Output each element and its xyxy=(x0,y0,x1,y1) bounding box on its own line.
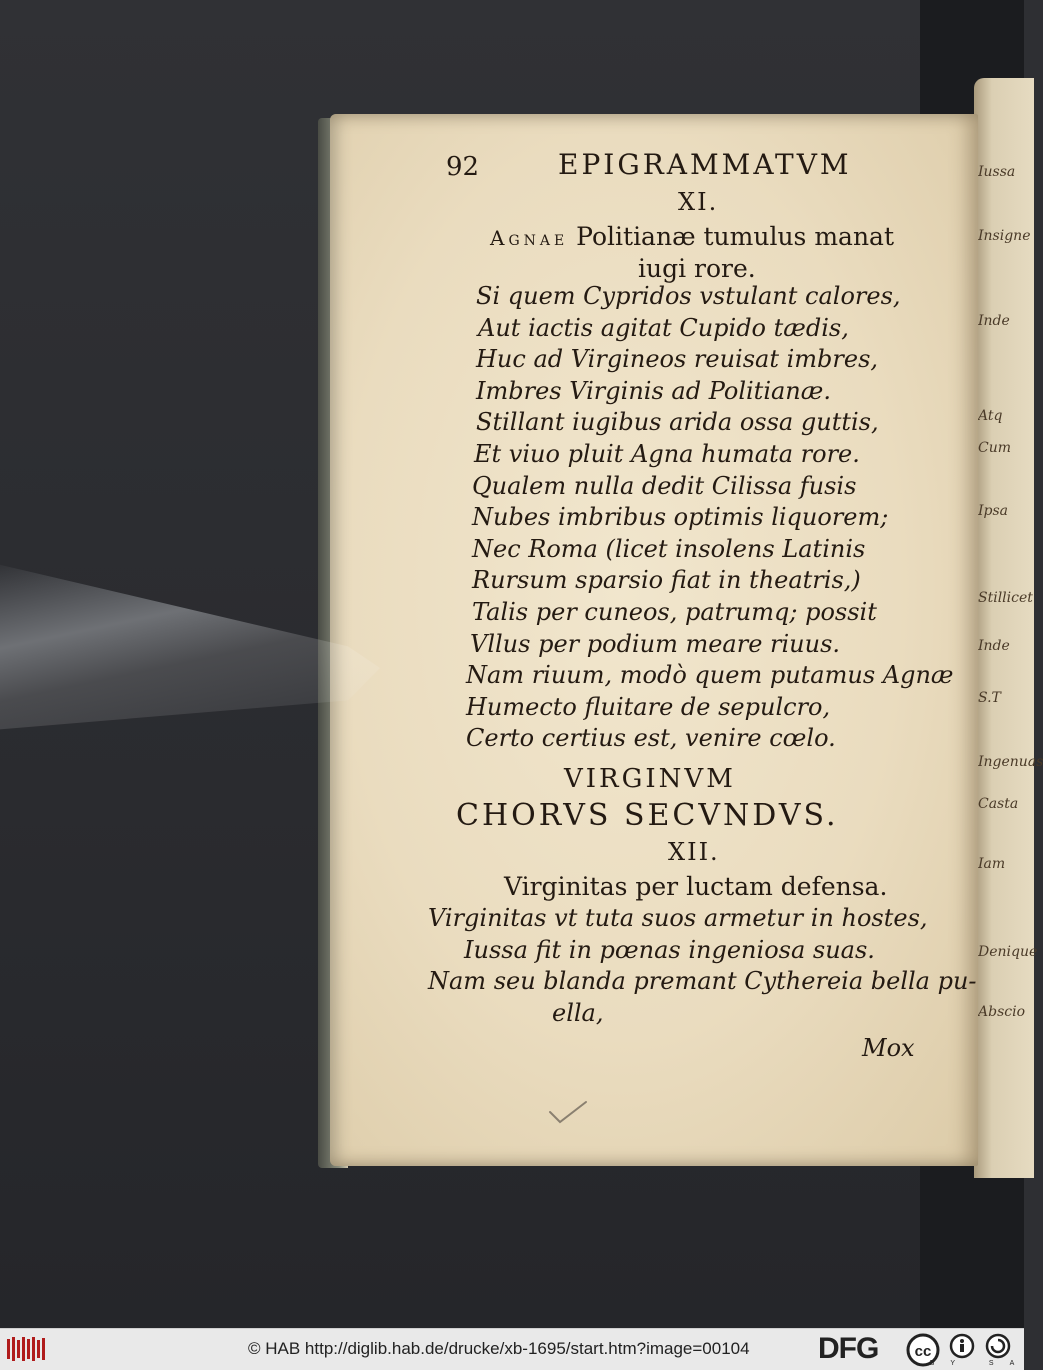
adjacent-fragment: Cum xyxy=(978,440,1012,456)
verse-line: Nam seu blanda premant Cythereia bella pu- xyxy=(428,967,977,995)
verse-line: Stillant iugibus arida ossa guttis, xyxy=(476,408,879,437)
hab-logo-icon xyxy=(6,1335,46,1363)
dfg-logo: DFG xyxy=(818,1332,879,1365)
adjacent-fragment: Atq xyxy=(978,408,1003,424)
verse-line: Aut iactis agitat Cupido tædis, xyxy=(478,313,849,342)
section-heading-line1: VIRGINVM xyxy=(564,764,736,794)
adjacent-page xyxy=(974,78,1043,1178)
license-label: BY SA xyxy=(929,1360,1031,1367)
verse-line: Nec Roma (licet insolens Latinis xyxy=(472,534,866,563)
verse-line: ella, xyxy=(552,998,604,1027)
footer-bar xyxy=(0,1328,1031,1370)
verse-line: Virginitas vt tuta suos armetur in hostes, xyxy=(428,904,928,932)
verse-line: Huc ad Virgineos reuisat imbres, xyxy=(476,345,879,374)
adjacent-fragment: Iam xyxy=(978,856,1006,872)
verse-line: Iussa fit in pœnas ingeniosa suas. xyxy=(464,935,875,964)
epigram-title-line2: iugi rore. xyxy=(638,254,756,283)
adjacent-fragment: Casta xyxy=(978,796,1019,812)
adjacent-fragment: Abscio xyxy=(978,1004,1026,1020)
verse-line: Talis per cuneos, patrumq; possit xyxy=(472,598,877,626)
adjacent-fragment: Ipsa xyxy=(978,503,1009,519)
epigram-title-rest: Politianæ tumulus manat xyxy=(568,222,894,251)
verse-line: Humecto fluitare de sepulcro, xyxy=(466,692,831,721)
adjacent-fragment: S.T xyxy=(978,690,1001,706)
adjacent-fragment: Insigne xyxy=(978,228,1031,244)
adjacent-fragment: Inde xyxy=(978,313,1010,329)
cc-license-icon xyxy=(906,1333,1031,1367)
verse-line: Certo certius est, venire cœlo. xyxy=(466,724,836,753)
verse-line: Qualem nulla dedit Cilissa fusis xyxy=(472,471,857,500)
verse-line: Nubes imbribus optimis liquorem; xyxy=(472,503,889,532)
verse-line: Imbres Virginis ad Politianæ. xyxy=(476,376,831,405)
verse-line: Nam riuum, modò quem putamus Agnæ xyxy=(466,661,954,690)
adjacent-fragment: Inde xyxy=(978,638,1010,654)
adjacent-fragment: Denique xyxy=(978,944,1038,960)
epigram-title xyxy=(490,222,894,251)
adjacent-fragment: Iussa xyxy=(978,164,1016,180)
verse-line: Vllus per podium meare riuus. xyxy=(470,629,841,658)
epigram-numeral: XII. xyxy=(668,838,720,866)
verse-line: Rursum sparsio fiat in theatris,) xyxy=(472,566,861,595)
pencil-check-mark xyxy=(548,1098,588,1128)
section-heading-line2: CHORVS SECVNDVS. xyxy=(456,798,839,833)
catchword: Mox xyxy=(862,1034,915,1062)
source-credit-link[interactable]: © HAB http://diglib.hab.de/drucke/xb-1695/start.htm?image=00104 xyxy=(248,1339,750,1358)
page-number: 92 xyxy=(446,152,480,182)
epigram-title: Virginitas per luctam defensa. xyxy=(504,872,888,901)
verse-line: Si quem Cypridos vstulant calores, xyxy=(476,282,901,310)
adjacent-fragment: Stillicet xyxy=(978,590,1033,606)
running-head: EPIGRAMMATVM xyxy=(558,148,852,181)
adjacent-fragment: Ingenuas xyxy=(978,754,1043,770)
epigram-title-caps: Agnae xyxy=(490,226,569,250)
epigram-numeral: XI. xyxy=(678,188,719,216)
svg-text:cc: cc xyxy=(914,1343,932,1360)
book-page xyxy=(330,114,978,1166)
verse-line: Et viuo pluit Agna humata rore. xyxy=(474,440,860,468)
